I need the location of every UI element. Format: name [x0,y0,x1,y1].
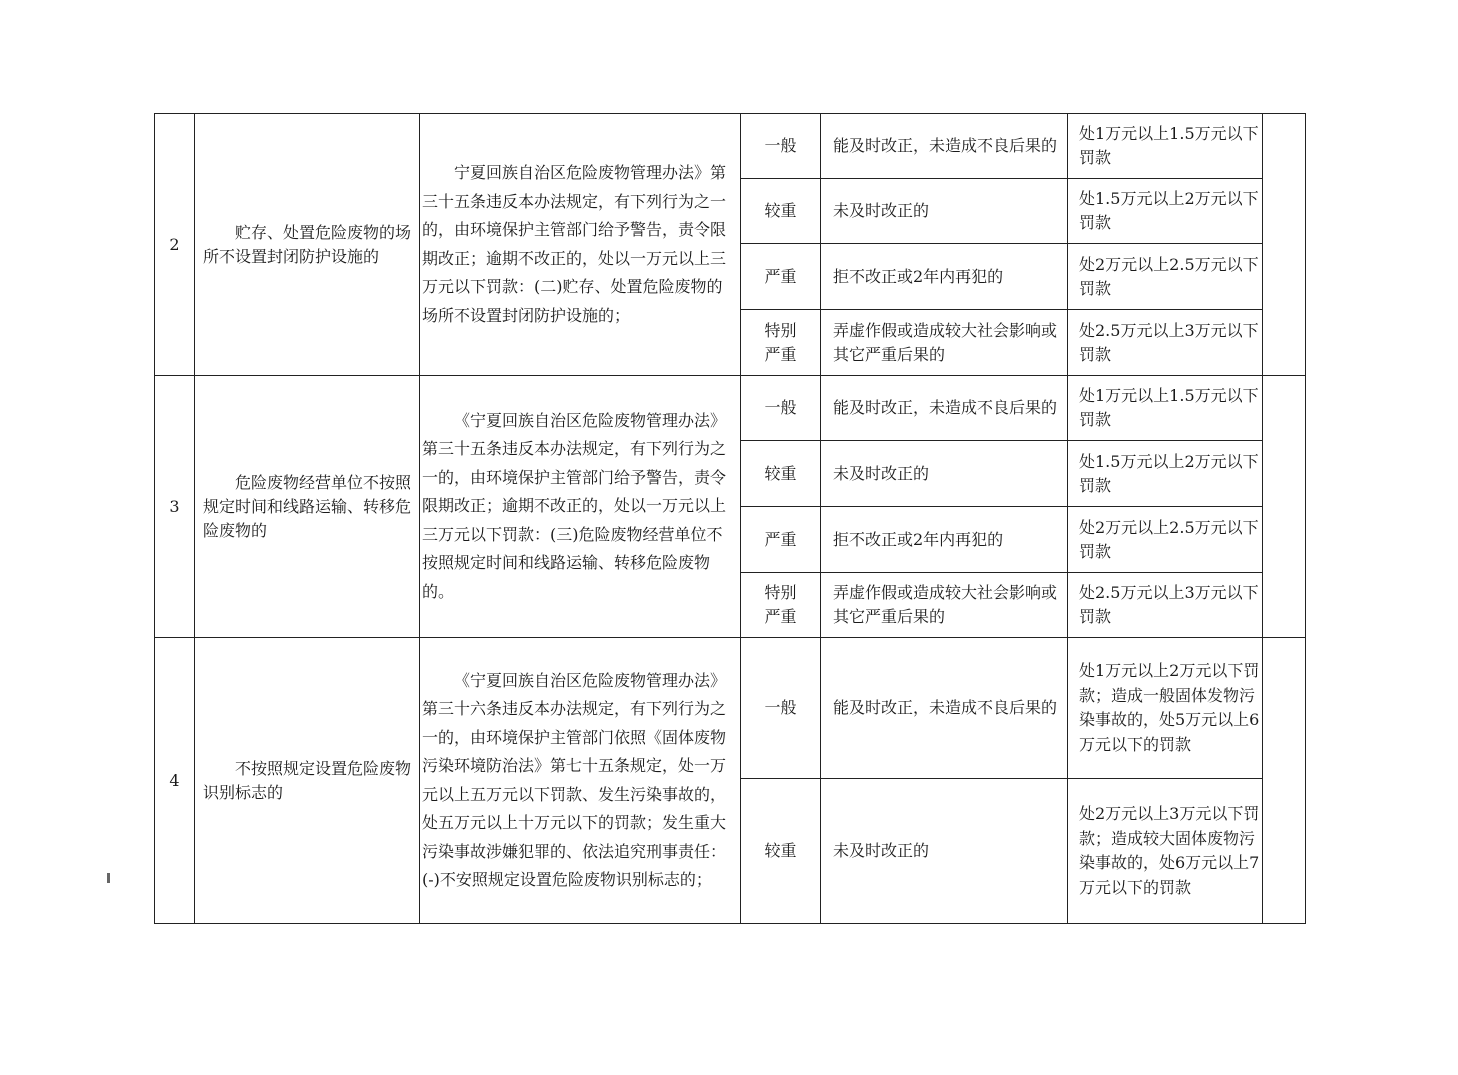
penalty-standard: 处1万元以上2万元以下罚款；造成一般固体发物污染事故的，处5万元以上6万元以下的罚款 [1068,638,1263,779]
severity-level: 较重 [741,179,821,244]
violation-item: 危险废物经营单位不按照规定时间和线路运输、转移危险废物的 [203,472,412,540]
penalty-standard: 处1.5万元以上2万元以下罚款 [1068,441,1263,507]
severity-level: 严重 [741,244,821,310]
severity-level: 一般 [741,638,821,779]
penalty-standards-table [154,113,1306,924]
condition: 能及时改正，未造成不良后果的 [821,376,1068,441]
condition: 未及时改正的 [821,779,1068,924]
penalty-standard: 处2.5万元以上3万元以下罚款 [1068,573,1263,638]
condition: 拒不改正或2年内再犯的 [821,244,1068,310]
remarks-cell [1263,376,1306,638]
condition: 能及时改正，未造成不良后果的 [821,638,1068,779]
condition: 弄虚作假或造成较大社会影响或其它严重后果的 [821,310,1068,376]
condition: 拒不改正或2年内再犯的 [821,507,1068,573]
violation-item: 不按照规定设置危险废物识别标志的 [203,758,412,802]
severity-level: 一般 [741,376,821,441]
penalty-standard: 处2万元以上2.5万元以下罚款 [1068,244,1263,310]
condition: 弄虚作假或造成较大社会影响或其它严重后果的 [821,573,1068,638]
row-number: 3 [155,376,195,638]
condition: 未及时改正的 [821,441,1068,507]
penalty-standard: 处1万元以上1.5万元以下罚款 [1068,376,1263,441]
severity-level: 较重 [741,779,821,924]
violation-item: 贮存、处置危险废物的场所不设置封闭防护设施的 [203,222,412,266]
severity-level: 较重 [741,441,821,507]
condition: 未及时改正的 [821,179,1068,244]
table-row [155,638,1306,779]
scan-artifact-mark [107,873,110,883]
legal-basis: 《宁夏回族自治区危险废物管理办法》第三十五条违反本办法规定，有下列行为之一的，由环境保护主管部门给予警告，责令限期改正；逾期不改正的，处以一万元以上三万元以下罚款：(三)危险废物经营单位不按照规定时间和线路运输、转移危险废物的。 [422,410,727,601]
condition: 能及时改正，未造成不良后果的 [821,114,1068,179]
penalty-standard: 处2万元以上3万元以下罚款；造成较大固体废物污染事故的，处6万元以上7万元以下的罚款 [1068,779,1263,924]
row-number: 2 [155,114,195,376]
severity-level: 一般 [741,114,821,179]
penalty-standard: 处2.5万元以上3万元以下罚款 [1068,310,1263,376]
severity-level: 严重 [741,507,821,573]
severity-level: 特别严重 [741,310,821,376]
row-number: 4 [155,638,195,924]
remarks-cell [1263,638,1306,924]
penalty-standard: 处1.5万元以上2万元以下罚款 [1068,179,1263,244]
penalty-standard: 处1万元以上1.5万元以下罚款 [1068,114,1263,179]
remarks-cell [1263,114,1306,376]
table-row [155,114,1306,179]
severity-level: 特别严重 [741,573,821,638]
legal-basis: 《宁夏回族自治区危险废物管理办法》第三十六条违反本办法规定，有下列行为之一的，由环境保护主管部门依照《固体废物污染环境防治法》第七十五条规定，处一万元以上五万元以下罚款、发生污染事故的，处五万元以上十万元以下的罚款；发生重大污染事故涉嫌犯罪的、依法追究刑事责任：(-)不安照规定设置危险废物识别标志的； [422,670,727,889]
legal-basis: 宁夏回族自治区危险废物管理办法》第三十五条违反本办法规定，有下列行为之一的，由环境保护主管部门给予警告，责令限期改正；逾期不改正的，处以一万元以上三万元以下罚款：(二)贮存、处置危险废物的场所不设置封闭防护设施的； [422,163,727,325]
table-row [155,376,1306,441]
penalty-standard: 处2万元以上2.5万元以下罚款 [1068,507,1263,573]
